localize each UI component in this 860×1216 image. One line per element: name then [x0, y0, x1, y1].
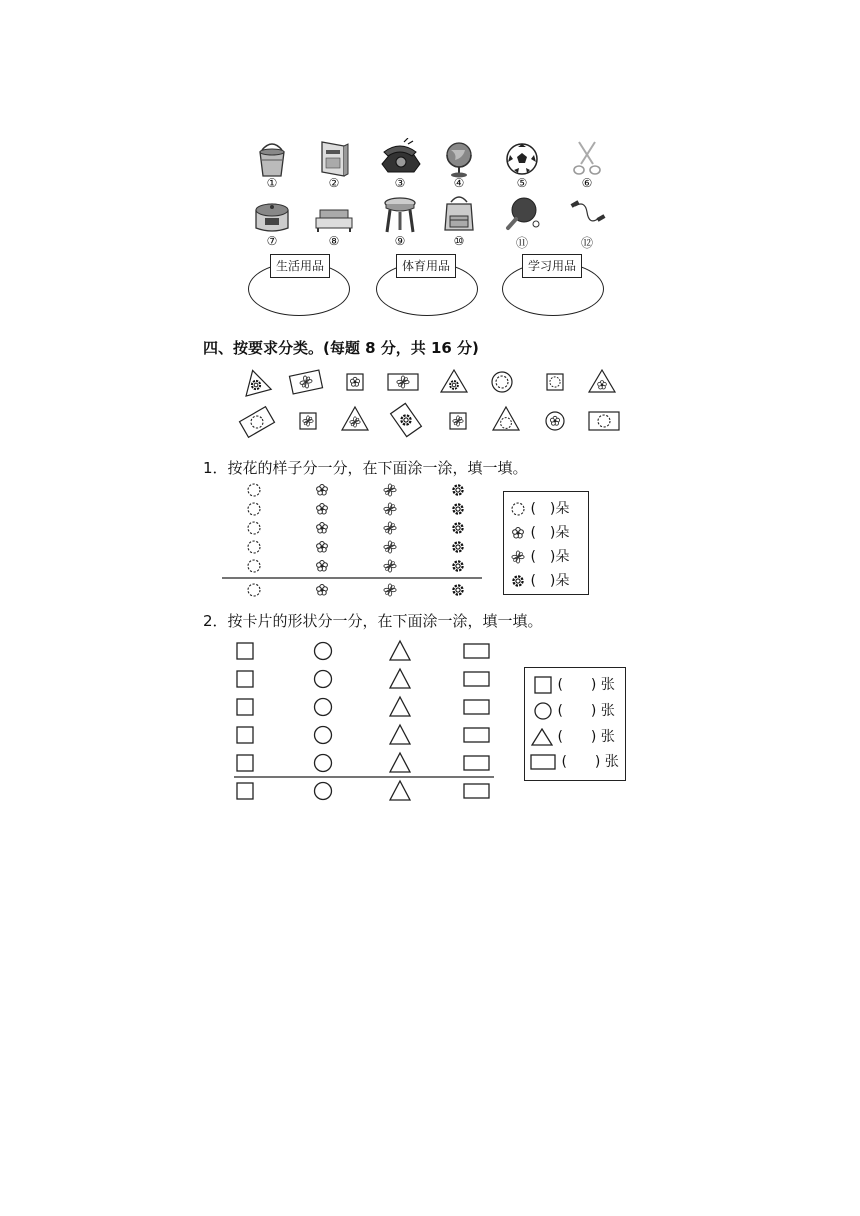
- answer-row-light-flower: [510, 546, 569, 566]
- item-number: ①: [266, 176, 278, 190]
- backpack-icon: [437, 192, 481, 234]
- answer-blank[interactable]: ( ) 张: [557, 703, 615, 719]
- item-number: ⑤: [516, 176, 528, 190]
- rice-cooker-icon: [250, 194, 294, 236]
- square-card: [547, 374, 563, 390]
- circle-column: [315, 643, 332, 800]
- item-number: ⑦: [266, 234, 278, 248]
- shape-answer-box: [524, 667, 626, 781]
- dashed-flower-icon: [510, 501, 526, 517]
- item-number: ⑥: [581, 176, 593, 190]
- circle-card: [546, 412, 564, 430]
- item-number: ④: [453, 176, 465, 190]
- category-label-sports: 体育用品: [396, 254, 456, 278]
- jump-rope-icon: [565, 194, 609, 236]
- answer-blank[interactable]: ( )朵: [530, 573, 570, 589]
- triangle-card: [441, 370, 467, 392]
- item-number: ⑩: [453, 234, 465, 248]
- answer-row-dark-flower: [510, 522, 569, 542]
- triangle-card: [240, 367, 271, 396]
- triangle-card: [342, 407, 368, 430]
- item-number: ⑧: [328, 234, 340, 248]
- rectangle-card: [589, 412, 619, 430]
- scissors-icon: [565, 138, 609, 180]
- answer-row-rectangle: [529, 751, 619, 771]
- answer-row-triangle: [531, 726, 615, 746]
- dictionary-book-icon: [312, 138, 356, 180]
- category-label-study: 学习用品: [522, 254, 582, 278]
- gear-flower-icon: [510, 573, 526, 589]
- rectangle-card: [289, 370, 322, 394]
- answer-row-circle: [533, 700, 615, 720]
- category-label-daily: 生活用品: [270, 254, 330, 278]
- question-2-text: 2．按卡片的形状分一分，在下面涂一涂，填一填。: [203, 612, 543, 630]
- ping-pong-paddle-icon: [500, 194, 544, 236]
- bed-icon: [312, 196, 356, 238]
- answer-blank[interactable]: ( ) 张: [557, 729, 615, 745]
- circle-icon: [533, 702, 553, 720]
- item-number: ⑪: [515, 236, 528, 250]
- answer-blank[interactable]: ( ) 张: [557, 677, 615, 693]
- flower-answer-box: [503, 491, 589, 595]
- answer-row-square: [533, 674, 615, 694]
- answer-blank[interactable]: ( )朵: [530, 501, 570, 517]
- card-group: [230, 364, 630, 440]
- dashed-flower-column: [248, 484, 260, 596]
- rectangle-icon: [529, 753, 557, 771]
- triangle-card: [493, 407, 519, 430]
- item-number: ③: [394, 176, 406, 190]
- triangle-column: [390, 641, 410, 800]
- circle-card: [492, 372, 512, 392]
- rectangle-column: [464, 644, 489, 798]
- rectangle-card: [391, 403, 422, 436]
- question-1-text: 1．按花的样子分一分，在下面涂一涂，填一填。: [203, 459, 528, 477]
- dark-flower-icon: [510, 525, 526, 541]
- square-card: [347, 374, 363, 390]
- light-flower-column: [384, 484, 396, 596]
- triangle-icon: [531, 728, 553, 746]
- globe-icon: [437, 138, 481, 180]
- square-column: [237, 643, 253, 799]
- answer-blank[interactable]: ( )朵: [530, 549, 570, 565]
- stool-icon: [378, 194, 422, 236]
- answer-blank[interactable]: ( )朵: [530, 525, 570, 541]
- answer-blank[interactable]: ( ) 张: [561, 754, 619, 770]
- square-card: [300, 413, 316, 429]
- square-icon: [533, 676, 553, 694]
- section-title: 四、按要求分类。(每题 8 分，共 16 分): [203, 339, 479, 357]
- item-number: ⑨: [394, 234, 406, 248]
- rectangle-card: [388, 374, 418, 390]
- square-card: [450, 413, 466, 429]
- answer-row-gear-flower: [510, 570, 569, 590]
- telephone-icon: [378, 138, 422, 180]
- item-number: ⑫: [580, 236, 593, 250]
- shape-coloring-grid[interactable]: [232, 638, 496, 806]
- rectangle-card: [240, 407, 275, 438]
- flower-coloring-grid[interactable]: [222, 480, 484, 602]
- soccer-ball-icon: [500, 138, 544, 180]
- answer-row-dashed-flower: [510, 498, 569, 518]
- item-number: ②: [328, 176, 340, 190]
- triangle-card: [589, 370, 615, 392]
- light-flower-icon: [510, 549, 526, 565]
